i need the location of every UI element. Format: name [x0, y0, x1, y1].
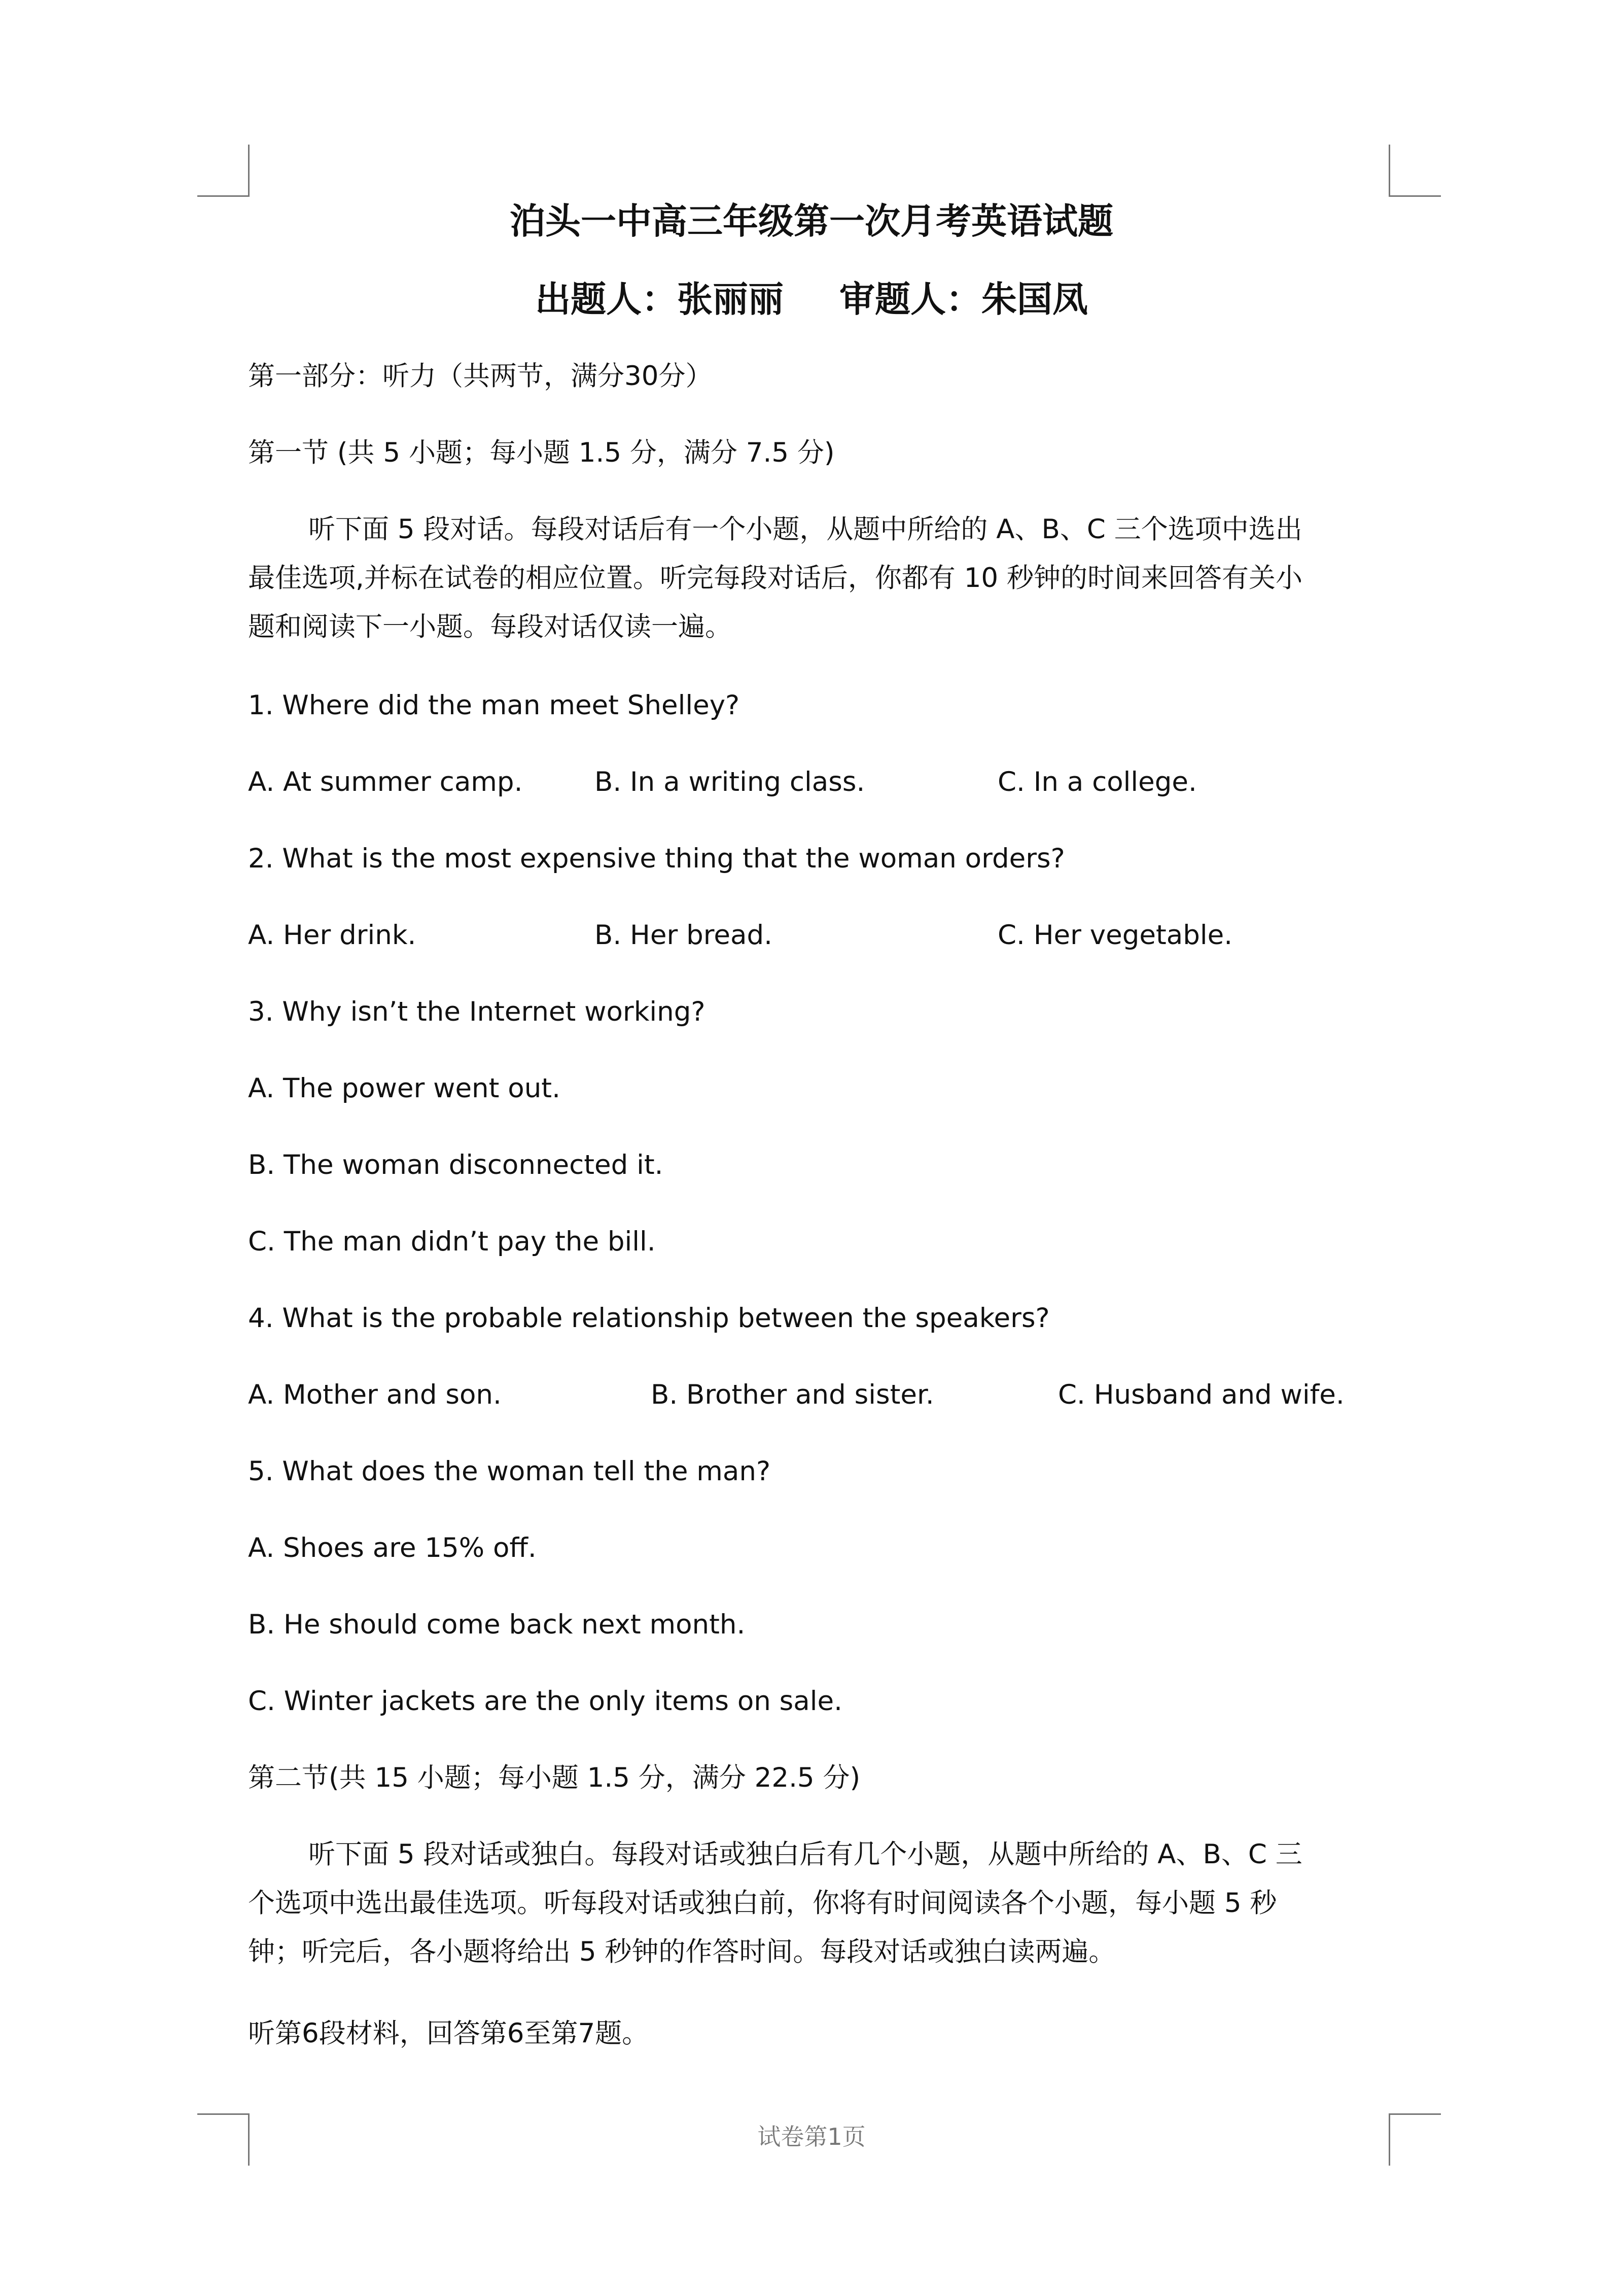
- exam-title: 泊头一中高三年级第一次月考英语试题: [510, 200, 1113, 242]
- reviewer: 审题人：朱国凤: [839, 279, 1088, 320]
- section2-heading: 第二节(共 15 小题；每小题 1.5 分，满分 22.5 分): [248, 1762, 861, 1793]
- section2-instructions-line: 钟；听完后，各小题将给出 5 秒钟的作答时间。每段对话或独白读两遍。: [248, 1936, 1116, 1967]
- option-5c: C. Winter jackets are the only items on sale.: [248, 1686, 842, 1717]
- crop-mark-top-right: [1389, 145, 1441, 197]
- option-5a: A. Shoes are 15% off.: [248, 1533, 537, 1563]
- question-5: 5. What does the woman tell the man?: [248, 1456, 771, 1487]
- option-2a: A. Her drink.: [248, 920, 416, 951]
- crop-mark-top-left: [197, 145, 250, 197]
- question-3: 3. Why isn’t the Internet working?: [248, 996, 705, 1027]
- section2-instructions-line: 听下面 5 段对话或独白。每段对话或独白后有几个小题，从题中所给的 A、B、C 三: [308, 1839, 1302, 1870]
- question-1: 1. Where did the man meet Shelley?: [248, 690, 740, 721]
- option-1a: A. At summer camp.: [248, 767, 523, 797]
- option-3c: C. The man didn’t pay the bill.: [248, 1226, 656, 1257]
- question-2: 2. What is the most expensive thing that the woman orders?: [248, 843, 1065, 874]
- part1-heading: 第一部分：听力（共两节，满分30分）: [248, 361, 713, 392]
- material-note: 听第6段材料，回答第6至第7题。: [248, 2018, 649, 2049]
- option-2c: C. Her vegetable.: [998, 920, 1233, 951]
- option-3a: A. The power went out.: [248, 1073, 560, 1104]
- exam-authors: [0, 278, 1623, 321]
- option-3b: B. The woman disconnected it.: [248, 1150, 663, 1180]
- option-5b: B. He should come back next month.: [248, 1609, 746, 1640]
- option-1b: B. In a writing class.: [594, 767, 865, 797]
- option-2b: B. Her bread.: [594, 920, 772, 951]
- option-4a: A. Mother and son.: [248, 1379, 502, 1410]
- option-4b: B. Brother and sister.: [651, 1379, 934, 1410]
- section1-instructions-line: 最佳选项,并标在试卷的相应位置。听完每段对话后，你都有 10 秒钟的时间来回答有关小: [248, 563, 1302, 594]
- question-4: 4. What is the probable relationship between the speakers?: [248, 1303, 1050, 1334]
- page-footer: 试卷第1页: [757, 2123, 866, 2150]
- option-1c: C. In a college.: [998, 767, 1197, 797]
- setter: 出题人：张丽丽: [535, 279, 784, 320]
- section1-heading: 第一节 (共 5 小题；每小题 1.5 分，满分 7.5 分): [248, 437, 835, 468]
- section2-instructions-line: 个选项中选出最佳选项。听每段对话或独白前，你将有时间阅读各个小题，每小题 5 秒: [248, 1888, 1277, 1919]
- section1-instructions-line: 题和阅读下一小题。每段对话仅读一遍。: [248, 611, 732, 642]
- option-4c: C. Husband and wife.: [1058, 1379, 1345, 1410]
- section1-instructions-line: 听下面 5 段对话。每段对话后有一个小题，从题中所给的 A、B、C 三个选项中选出: [308, 514, 1302, 545]
